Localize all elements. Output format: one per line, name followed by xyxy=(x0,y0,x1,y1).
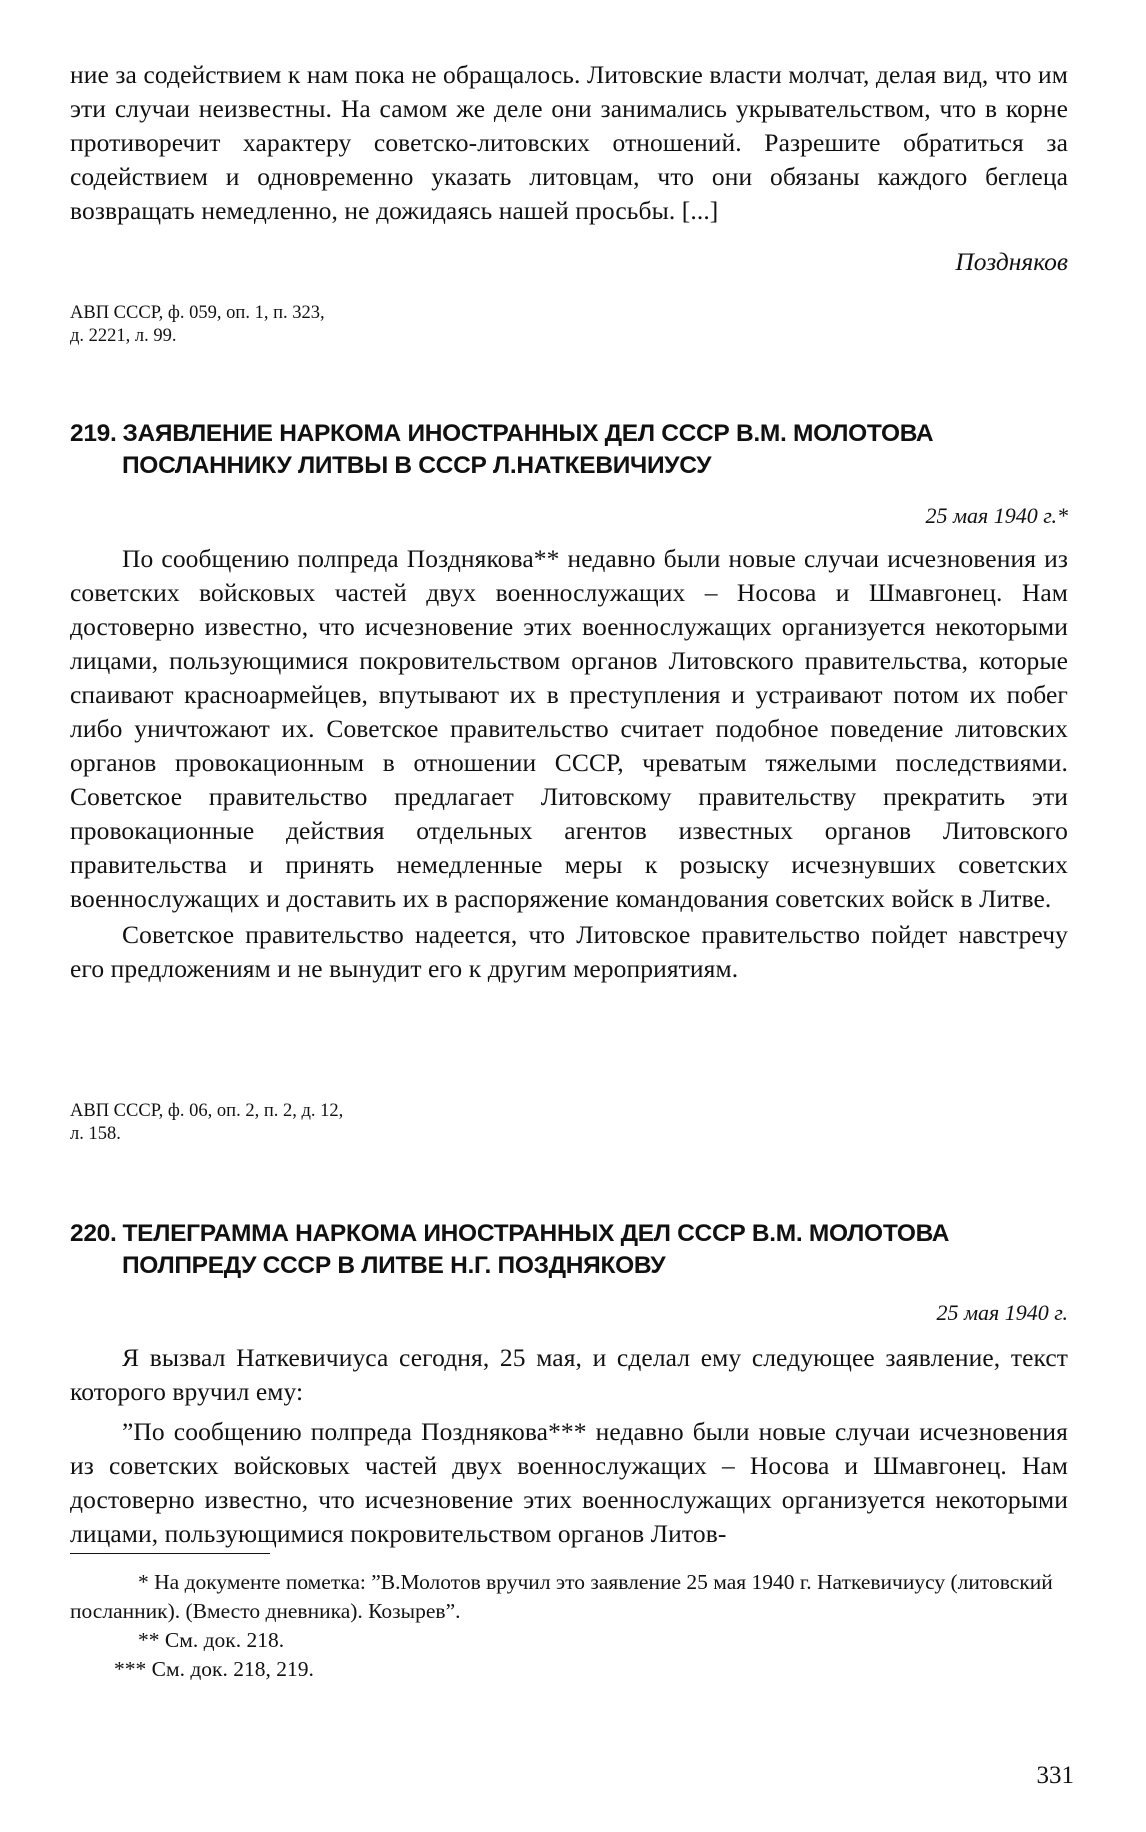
archive-source-top xyxy=(70,302,1068,348)
signature-pozdnyakov: Поздняков xyxy=(955,247,1068,276)
doc-number: 219. xyxy=(70,420,117,447)
source-line: АВП СССР, ф. 06, оп. 2, п. 2, д. 12, xyxy=(70,1101,344,1121)
doc-219-body xyxy=(70,542,1068,986)
heading-line: ТЕЛЕГРАММА НАРКОМА ИНОСТРАННЫХ ДЕЛ СССР В.М. МОЛОТОВА xyxy=(122,1220,950,1247)
doc-219-heading xyxy=(70,418,1068,482)
doc-220-date xyxy=(70,1300,1068,1326)
source-line: АВП СССР, ф. 059, оп. 1, п. 323, xyxy=(70,303,325,323)
source-line: д. 2221, л. 99. xyxy=(70,326,177,346)
continuation-paragraph: ние за содействием к нам пока не обращалось. Литовские власти молчат, делая вид, что им эти случаи неизвестны. На самом же деле они занимались укрывательством, что в корне противоречит характеру советско-литовских отношений. Разрешите обратиться за содействием и одновременно указать литовцам, что они обязаны каждого беглеца возвращать немедленно, не дожидаясь нашей просьбы. [...] xyxy=(70,60,1068,225)
doc-219-date xyxy=(70,503,1068,529)
heading-line: ЗАЯВЛЕНИЕ НАРКОМА ИНОСТРАННЫХ ДЕЛ СССР В.М. МОЛОТОВА xyxy=(122,420,934,447)
document-date: 25 мая 1940 г. xyxy=(936,1300,1068,1325)
body-paragraph: Советское правительство надеется, что Литовское правительство пойдет навстречу его предложениям и не вынудит его к другим мероприятиям. xyxy=(70,920,1068,983)
body-paragraph: Я вызвал Наткевичиуса сегодня, 25 мая, и сделал ему следующее заявление, текст которого вручил ему: xyxy=(70,1343,1068,1406)
footnote: * На документе пометка: ”В.Молотов вручил это заявление 25 мая 1940 г. Наткевичиусу (литовский посланник). (Вместо дневника). Козырев”. xyxy=(70,1570,1053,1623)
source-line: л. 158. xyxy=(70,1124,121,1144)
archive-source-219 xyxy=(70,1100,1068,1146)
body-paragraph: По сообщению полпреда Позднякова** недавно были новые случаи исчезновения из советских войсковых частей двух военнослужащих – Носова и Шмавгонец. Нам достоверно известно, что исчезновение этих военнослужащих организуется некоторыми лицами, пользующимися покровительством органов Литовского правительства, которые спаивают красноармейцев, впутывают их в преступления и устраивают потом их побег либо уничтожают их. Советское правительство считает подобное поведение литовских органов провокационным в отношении СССР, чреватым тяжелыми последствиями. Советское правительство предлагает Литовскому правительству прекратить эти провокационные действия отдельных агентов известных органов Литовского правительства и принять немедленные меры к розыску исчезнувших советских военнослужащих и доставить их в распоряжение командования советских войск в Литве. xyxy=(70,544,1068,913)
body-paragraph: ”По сообщению полпреда Позднякова*** недавно были новые случаи исчезновения из советских войсковых частей двух военнослужащих – Носова и Шмавгонец. Нам достоверно известно, что исчезновение этих военнослужащих организуется некоторыми лицами, пользующимися покровительством органов Литов- xyxy=(70,1417,1068,1548)
signature-block xyxy=(70,247,1068,277)
footnotes xyxy=(70,1568,1068,1684)
footnote: ** См. док. 218. xyxy=(138,1628,285,1652)
doc-number: 220. xyxy=(70,1220,117,1247)
footnote-separator xyxy=(70,1553,270,1554)
document-date: 25 мая 1940 г.* xyxy=(925,503,1068,528)
page-number: 331 xyxy=(1036,1762,1074,1789)
doc-220-body xyxy=(70,1341,1068,1551)
heading xyxy=(70,1218,1068,1282)
heading xyxy=(70,418,1068,482)
footnote: *** См. док. 218, 219. xyxy=(114,1657,314,1681)
heading-line: ПОЛПРЕДУ СССР В ЛИТВЕ Н.Г. ПОЗДНЯКОВУ xyxy=(122,1252,666,1279)
previous-document-tail xyxy=(70,58,1068,228)
doc-220-heading xyxy=(70,1218,1068,1282)
heading-line: ПОСЛАННИКУ ЛИТВЫ В СССР Л.НАТКЕВИЧИУСУ xyxy=(122,452,712,479)
